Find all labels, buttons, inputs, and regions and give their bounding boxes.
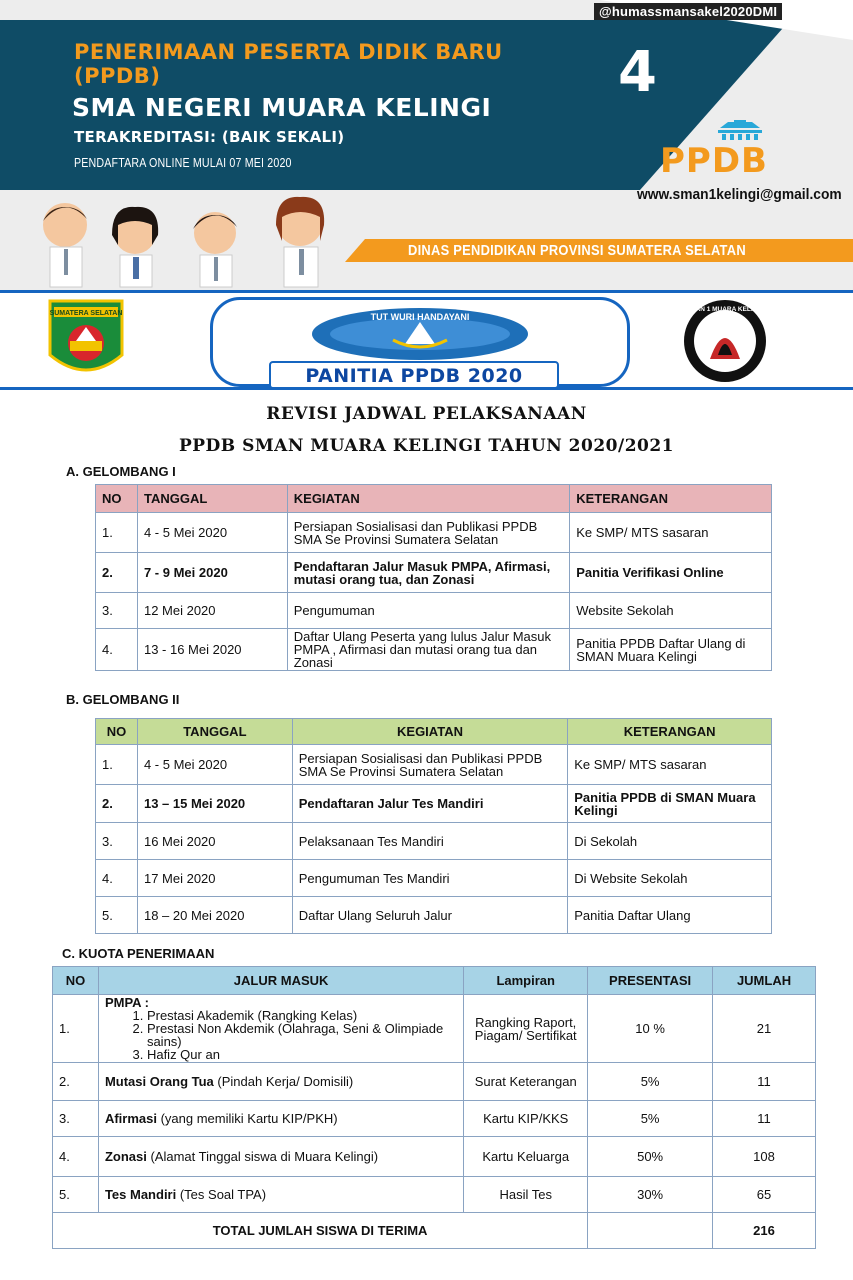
- row-no: 1.: [53, 995, 99, 1063]
- logo-strip: [0, 290, 853, 390]
- column-header: TANGGAL: [137, 485, 287, 513]
- pmpa-list: [147, 1009, 457, 1061]
- list-item: 2. Prestasi Non Akdemik (Olahraga, Seni & Olimpiade sains): [147, 1022, 457, 1048]
- row-attachment: Kartu Keluarga: [464, 1137, 588, 1177]
- row-no: 2.: [53, 1063, 99, 1101]
- panitia-label: PANITIA PPDB 2020: [305, 365, 523, 387]
- section-c-heading: C. KUOTA PENERIMAAN: [62, 946, 215, 961]
- row-attachment: Hasil Tes: [464, 1177, 588, 1213]
- column-header: PRESENTASI: [588, 967, 713, 995]
- total-value: 216: [713, 1213, 816, 1249]
- row-no: 4.: [96, 629, 138, 671]
- row-no: 2.: [96, 553, 138, 593]
- row-attachment: Rangking Raport, Piagam/ Sertifikat: [464, 995, 588, 1063]
- row-date: 17 Mei 2020: [137, 860, 292, 897]
- table-row: [53, 1063, 816, 1101]
- route-desc: (Pindah Kerja/ Domisili): [213, 1074, 354, 1089]
- row-date: 13 - 16 Mei 2020: [137, 629, 287, 671]
- row-count: 65: [713, 1177, 816, 1213]
- header-banner: [0, 0, 853, 290]
- row-no: 1.: [96, 513, 138, 553]
- row-activity: Daftar Ulang Peserta yang lulus Jalur Masuk PMPA , Afirmasi dan mutasi orang tua dan Zonasi: [287, 629, 569, 671]
- row-date: 4 - 5 Mei 2020: [137, 745, 292, 785]
- table-row: [96, 860, 772, 897]
- row-no: 3.: [96, 823, 138, 860]
- column-header: KEGIATAN: [287, 485, 569, 513]
- row-no: 4.: [53, 1137, 99, 1177]
- row-note: Ke SMP/ MTS sasaran: [568, 745, 772, 785]
- row-note[interactable]: Website Sekolah: [570, 593, 772, 629]
- row-no: 3.: [53, 1101, 99, 1137]
- section-b-heading: B. GELOMBANG II: [66, 692, 180, 707]
- panitia-box: [269, 361, 559, 389]
- row-percentage: 5%: [588, 1063, 713, 1101]
- row-note: Panitia Verifikasi Online: [570, 553, 772, 593]
- row-no: 3.: [96, 593, 138, 629]
- list-item: 3. Hafiz Qur an: [147, 1048, 457, 1061]
- column-header: NO: [53, 967, 99, 995]
- row-route: [98, 1177, 463, 1213]
- column-header: KETERANGAN: [568, 719, 772, 745]
- row-note: Panitia PPDB Daftar Ulang di SMAN Muara Kelingi: [570, 629, 772, 671]
- route-desc: (Tes Soal TPA): [176, 1187, 267, 1202]
- route-name: Tes Mandiri: [104, 1187, 177, 1202]
- table-row: [53, 1177, 816, 1213]
- row-date: 7 - 9 Mei 2020: [137, 553, 287, 593]
- registration-date: PENDAFTARA ONLINE MULAI 07 MEI 2020: [74, 155, 292, 170]
- contact-email[interactable]: www.sman1kelingi@gmail.com: [637, 186, 842, 203]
- row-route: [98, 1101, 463, 1137]
- row-no: 5.: [96, 897, 138, 934]
- column-header: KEGIATAN: [292, 719, 568, 745]
- row-note: Panitia PPDB di SMAN Muara Kelingi: [568, 785, 772, 823]
- row-route: [98, 1137, 463, 1177]
- row-activity: Pelaksanaan Tes Mandiri: [292, 823, 568, 860]
- column-header: JALUR MASUK: [98, 967, 463, 995]
- row-count: 11: [713, 1063, 816, 1101]
- accreditation: TERAKREDITASI: (BAIK SEKALI): [74, 128, 345, 146]
- column-header: NO: [96, 719, 138, 745]
- row-percentage: 10 %: [588, 995, 713, 1063]
- row-no: 5.: [53, 1177, 99, 1213]
- route-name: Zonasi: [104, 1149, 147, 1164]
- route-desc: (Alamat Tinggal siswa di Muara Kelingi): [146, 1149, 379, 1164]
- table-row: [96, 897, 772, 934]
- row-percentage: 50%: [588, 1137, 713, 1177]
- table-row: [96, 629, 772, 671]
- table-header-row: [96, 719, 772, 745]
- row-activity: Pengumuman Tes Mandiri: [292, 860, 568, 897]
- row-route: [98, 1063, 463, 1101]
- list-item: 1. Prestasi Akademik (Rangking Kelas): [147, 1009, 457, 1022]
- total-label: TOTAL JUMLAH SISWA DI TERIMA: [53, 1213, 588, 1249]
- total-row: [53, 1213, 816, 1249]
- sman-muara-kelingi-emblem-icon: [680, 297, 770, 385]
- row-note: Panitia Daftar Ulang: [568, 897, 772, 934]
- pmpa-title: PMPA :: [104, 995, 150, 1010]
- row-attachment: Surat Keterangan: [464, 1063, 588, 1101]
- table-row: [96, 823, 772, 860]
- students-illustration: [20, 195, 350, 290]
- row-activity: Persiapan Sosialisasi dan Publikasi PPDB SMA Se Provinsi Sumatera Selatan: [287, 513, 569, 553]
- dinas-label: DINAS PENDIDIKAN PROVINSI SUMATERA SELATAN: [408, 242, 746, 259]
- header-subtitle: PENERIMAAN PESERTA DIDIK BARU (PPDB): [74, 40, 503, 88]
- sman-emblem-label: SMAN 1 MUARA KELINGI: [685, 306, 765, 313]
- school-name: SMA NEGERI MUARA KELINGI: [72, 93, 492, 122]
- row-no: 4.: [96, 860, 138, 897]
- table-row: [96, 593, 772, 629]
- row-count: 108: [713, 1137, 816, 1177]
- sumsel-emblem-icon: [46, 297, 126, 385]
- table-row: [53, 995, 816, 1063]
- kuota-table: [52, 966, 816, 1249]
- tut-wuri-label: TUT WURI HANDAYANI: [370, 312, 470, 322]
- section-a-heading: A. GELOMBANG I: [66, 464, 176, 479]
- table-row: [96, 553, 772, 593]
- row-activity: Persiapan Sosialisasi dan Publikasi PPDB SMA Se Provinsi Sumatera Selatan: [292, 745, 568, 785]
- row-date: 13 – 15 Mei 2020: [137, 785, 292, 823]
- row-no: 2.: [96, 785, 138, 823]
- instagram-handle: @humassmansakel2020DMI: [594, 3, 782, 20]
- column-header: NO: [96, 485, 138, 513]
- route-name: Mutasi Orang Tua: [104, 1074, 214, 1089]
- document-subtitle: PPDB SMAN MUARA KELINGI TAHUN 2020/2021: [178, 436, 675, 456]
- row-note: Di Sekolah: [568, 823, 772, 860]
- column-header: JUMLAH: [713, 967, 816, 995]
- row-percentage: 5%: [588, 1101, 713, 1137]
- table-row: [96, 785, 772, 823]
- row-percentage: 30%: [588, 1177, 713, 1213]
- gelombang1-table: [95, 484, 772, 671]
- table-row: [96, 745, 772, 785]
- row-activity: Pendaftaran Jalur Masuk PMPA, Afirmasi, mutasi orang tua, dan Zonasi: [287, 553, 569, 593]
- row-date: 18 – 20 Mei 2020: [137, 897, 292, 934]
- row-no: 1.: [96, 745, 138, 785]
- row-attachment: Kartu KIP/KKS: [464, 1101, 588, 1137]
- row-count: 11: [713, 1101, 816, 1137]
- table-row: [53, 1101, 816, 1137]
- row-date: 16 Mei 2020: [137, 823, 292, 860]
- document-title: REVISI JADWAL PELAKSANAAN: [266, 404, 587, 424]
- column-header: TANGGAL: [137, 719, 292, 745]
- total-empty-cell: [588, 1213, 713, 1249]
- table-header-row: [96, 485, 772, 513]
- table-row: [53, 1137, 816, 1177]
- row-activity: Daftar Ulang Seluruh Jalur: [292, 897, 568, 934]
- route-desc: (yang memiliki Kartu KIP/PKH): [156, 1111, 338, 1126]
- row-activity: Pendaftaran Jalur Tes Mandiri: [292, 785, 568, 823]
- gelombang2-table: [95, 718, 772, 934]
- row-date: 4 - 5 Mei 2020: [137, 513, 287, 553]
- row-date: 12 Mei 2020: [137, 593, 287, 629]
- row-note[interactable]: Di Website Sekolah: [568, 860, 772, 897]
- row-activity: Pengumuman: [287, 593, 569, 629]
- page-number: 4: [618, 40, 657, 105]
- table-row: [96, 513, 772, 553]
- pmpa-cell: [98, 995, 463, 1063]
- sumsel-emblem-label: SUMATERA SELATAN: [49, 310, 123, 317]
- table-header-row: [53, 967, 816, 995]
- column-header: Lampiran: [464, 967, 588, 995]
- route-name: Afirmasi: [104, 1111, 157, 1126]
- column-header: KETERANGAN: [570, 485, 772, 513]
- row-count: 21: [713, 995, 816, 1063]
- ppdb-logo-text: PPDB: [660, 141, 768, 181]
- row-note: Ke SMP/ MTS sasaran: [570, 513, 772, 553]
